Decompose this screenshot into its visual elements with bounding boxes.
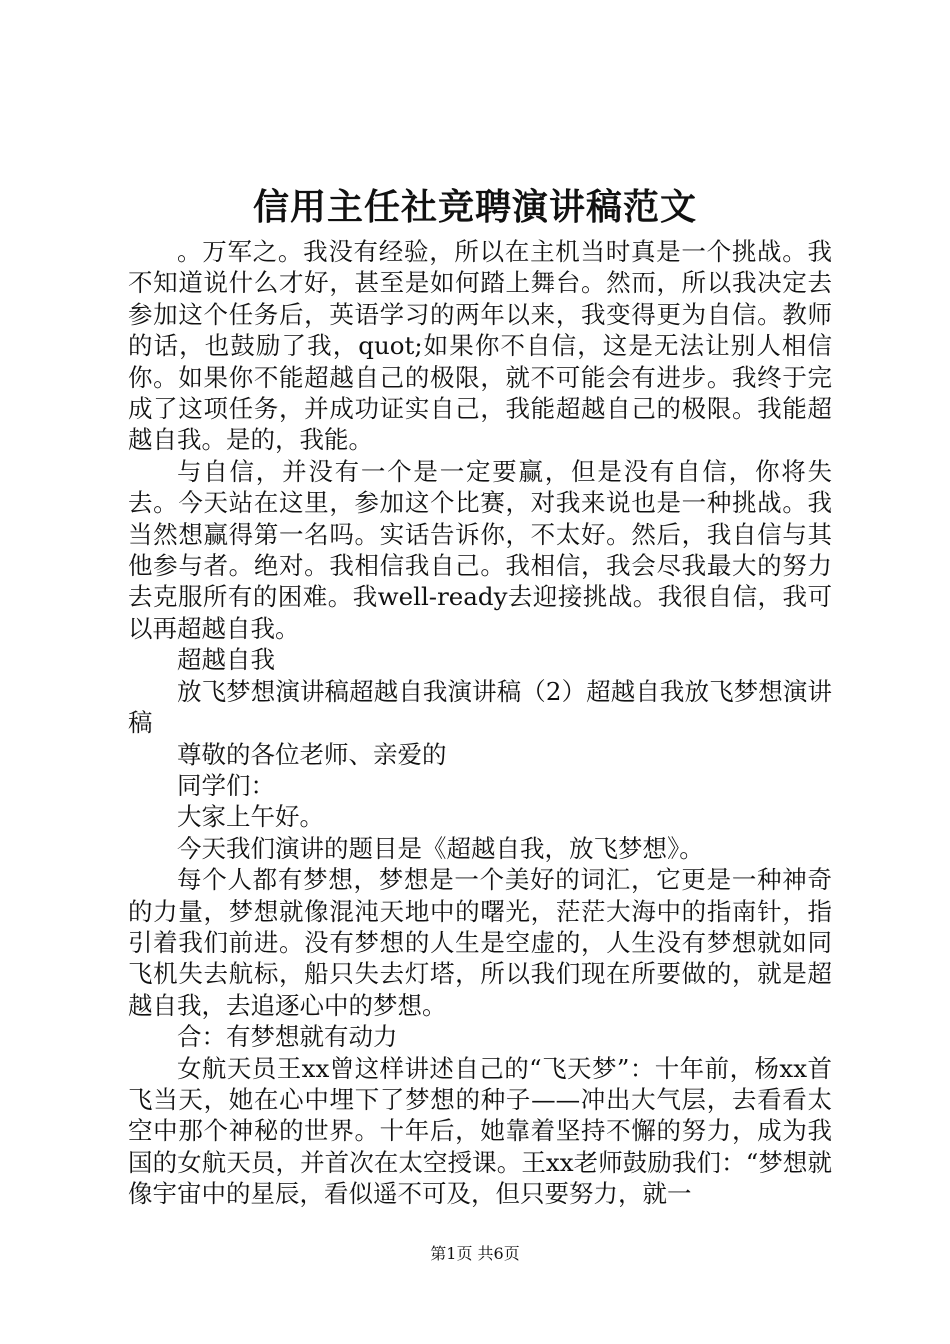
page-footer: 第1页 共6页 (430, 1244, 520, 1263)
paragraph: 每个人都有梦想，梦想是一个美好的词汇，它更是一种神奇的力量，梦想就像混沌天地中的曙光，茫茫大海中的指南针，指引着我们前进。没有梦想的人生是空虚的，人生没有梦想就如同飞机失去航标，船只失去灯塔，所以我们现在所要做的，就是超越自我，去追逐心中的梦想。 (128, 865, 832, 1020)
paragraph: 尊敬的各位老师、亲爱的 (177, 739, 447, 769)
paragraph: 大家上午好。 (177, 802, 324, 832)
paragraph: 超越自我 (177, 645, 275, 675)
paragraph: 合：有梦想就有动力 (177, 1022, 398, 1052)
paragraph: 。万军之。我没有经验，所以在主机当时真是一个挑战。我不知道说什么才好，甚至是如何踏上舞台。然而，所以我决定去参加这个任务后，英语学习的两年以来，我变得更为自信。教师的话，也鼓励了我，quot;如果你不自信，这是无法让别人相信你。如果你不能超越自己的极限，就不可能会有进步。我终于完成了这项任务，并成功证实自己，我能超越自己的极限。我能超越自我。是的，我能。 (128, 237, 832, 455)
document-title: 信用主任社竞聘演讲稿范文 (252, 186, 697, 228)
paragraph: 与自信，并没有一个是一定要赢，但是没有自信，你将失去。今天站在这里，参加这个比赛，对我来说也是一种挑战。我当然想赢得第一名吗。实话告诉你，不太好。然后，我自信与其他参与者。绝对。我相信我自己。我相信，我会尽我最大的努力去克服所有的困难。我well-ready去迎接挑战。我很自信，我可以再超越自我。 (128, 456, 832, 643)
paragraph: 今天我们演讲的题目是《超越自我，放飞梦想》。 (177, 833, 704, 863)
paragraph: 女航天员王xx曾这样讲述自己的“飞天梦”：十年前，杨xx首飞当天，她在心中埋下了梦想的种子——冲出大气层，去看看太空中那个神秘的世界。十年后，她靠着坚持不懈的努力，成为我国的女航天员，并首次在太空授课。王xx老师鼓励我们：“梦想就像宇宙中的星辰，看似遥不可及，但只要努力，就一 (128, 1053, 832, 1209)
paragraph: 同学们： (177, 770, 275, 800)
paragraph: 放飞梦想演讲稿超越自我演讲稿（2）超越自我放飞梦想演讲稿 (128, 676, 832, 738)
document-body (128, 236, 832, 1210)
